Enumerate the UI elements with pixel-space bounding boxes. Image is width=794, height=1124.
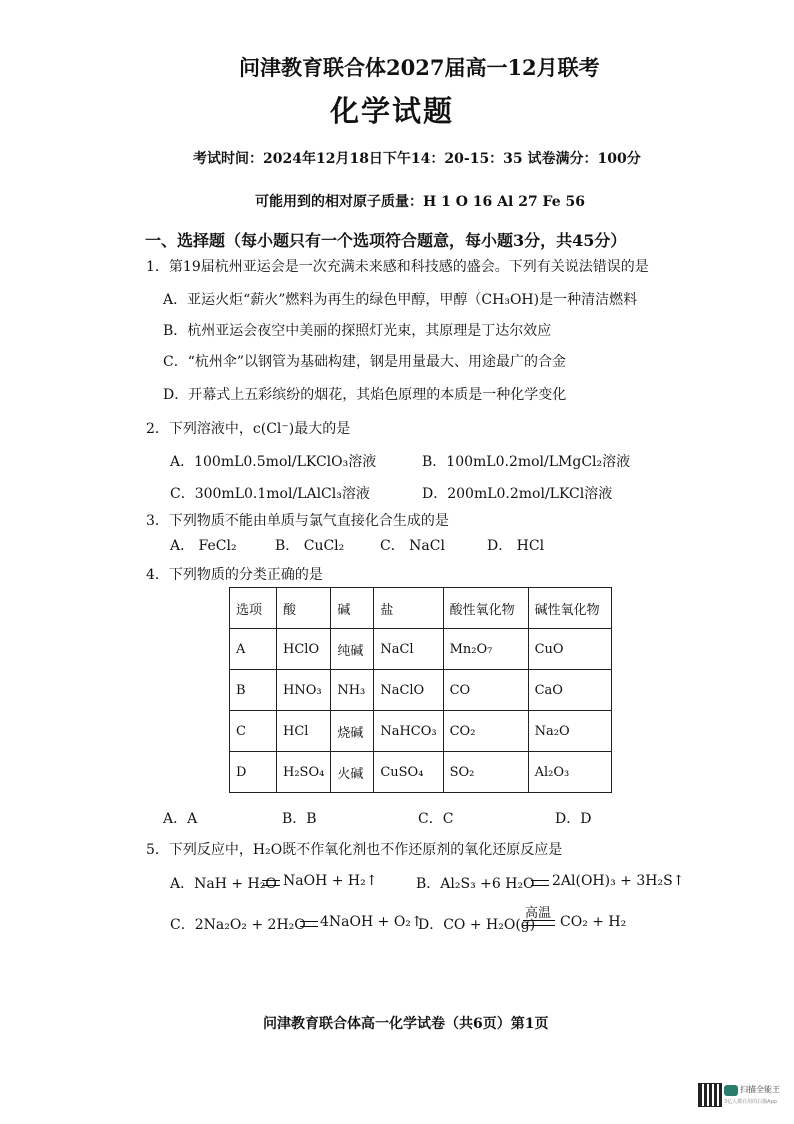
- table-cell: 火碱: [331, 752, 374, 793]
- table-cell: CaO: [528, 670, 611, 711]
- table-cell: CO: [443, 670, 528, 711]
- table-header-cell: 盐: [374, 588, 443, 629]
- table-cell: C: [230, 711, 277, 752]
- table-header-cell: 酸性氧化物: [443, 588, 528, 629]
- scanner-app-name: 扫描全能王: [740, 1085, 780, 1094]
- atomic-mass-line: 可能用到的相对原子质量：H 1 O 16 Al 27 Fe 56: [255, 194, 585, 210]
- q2-option-d: D．200mL0.2mol/LKCl溶液: [422, 486, 613, 502]
- q1-option-d: D．开幕式上五彩缤纷的烟花，其焰色原理的本质是一种化学变化: [163, 387, 567, 403]
- q3-option-c: C． NaCl: [380, 538, 445, 554]
- table-header-cell: 碱: [331, 588, 374, 629]
- reaction-condition: 高温: [525, 906, 552, 921]
- exam-header-title: 问津教育联合体2027届高一12月联考: [239, 55, 600, 80]
- q4-option-a: A．A: [163, 811, 198, 827]
- q4-option-d: D．D: [555, 811, 592, 827]
- table-header-cell: 酸: [277, 588, 331, 629]
- q1-option-c: C．“杭州伞”以钢管为基础构建，钢是用量最大、用途最广的合金: [163, 354, 567, 370]
- table-row: [230, 629, 612, 670]
- table-row: [230, 670, 612, 711]
- equals-sign: [523, 920, 555, 926]
- table-cell: SO₂: [443, 752, 528, 793]
- q5-option-d-left: D．CO + H₂O(g): [418, 917, 536, 933]
- table-row: [230, 711, 612, 752]
- equals-sign: [300, 921, 318, 927]
- section-heading: 一、选择题（每小题只有一个选项符合题意，每小题3分，共45分）: [145, 231, 627, 250]
- q3-option-b: B． CuCl₂: [275, 538, 345, 554]
- qr-code-icon: [698, 1083, 722, 1107]
- table-cell: CO₂: [443, 711, 528, 752]
- q2-option-c: C．300mL0.1mol/LAlCl₃溶液: [170, 486, 370, 502]
- table-cell: CuO: [528, 629, 611, 670]
- table-cell: 烧碱: [331, 711, 374, 752]
- q3-option-a: A． FeCl₂: [170, 538, 237, 554]
- table-header-cell: 碱性氧化物: [528, 588, 611, 629]
- q1-option-a: A．亚运火炬“薪火”燃料为再生的绿色甲醇，甲醇（CH₃OH)是一种清洁燃料: [163, 292, 638, 308]
- table-cell: HCl: [277, 711, 331, 752]
- table-cell: NH₃: [331, 670, 374, 711]
- scanner-logo-icon: [724, 1085, 738, 1096]
- table-cell: NaCl: [374, 629, 443, 670]
- table-cell: Na₂O: [528, 711, 611, 752]
- q3-stem: 3．下列物质不能由单质与氯气直接化合生成的是: [146, 513, 449, 529]
- q4-option-b: B．B: [282, 811, 317, 827]
- equals-sign: [531, 880, 549, 886]
- table-header-row: [230, 588, 612, 629]
- table-cell: 纯碱: [331, 629, 374, 670]
- q2-option-a: A．100mL0.5mol/LKClO₃溶液: [170, 454, 377, 470]
- q4-stem: 4．下列物质的分类正确的是: [146, 567, 323, 583]
- q1-stem: 1．第19届杭州亚运会是一次充满未来感和科技感的盛会。下列有关说法错误的是: [146, 259, 649, 275]
- q5-option-a-left: A．NaH + H₂O: [170, 876, 277, 892]
- table-cell: B: [230, 670, 277, 711]
- table-cell: H₂SO₄: [277, 752, 331, 793]
- q4-option-c: C．C: [418, 811, 454, 827]
- table-cell: HNO₃: [277, 670, 331, 711]
- table-cell: Al₂O₃: [528, 752, 611, 793]
- subject-title: 化学试题: [330, 94, 455, 128]
- table-cell: NaClO: [374, 670, 443, 711]
- table-cell: HClO: [277, 629, 331, 670]
- scanner-app-tagline: 3亿人都在用的扫描App: [724, 1099, 777, 1105]
- page-footer: 问津教育联合体高一化学试卷（共6页）第1页: [263, 1016, 549, 1032]
- q2-option-b: B．100mL0.2mol/LMgCl₂溶液: [422, 454, 631, 470]
- q5-option-c-left: C．2Na₂O₂ + 2H₂O: [170, 917, 306, 933]
- table-cell: CuSO₄: [374, 752, 443, 793]
- q5-stem: 5．下列反应中，H₂O既不作氧化剂也不作还原剂的氧化还原反应是: [146, 842, 563, 858]
- table-header-cell: 选项: [230, 588, 277, 629]
- q3-option-d: D． HCl: [487, 538, 545, 554]
- q5-option-b-right: 2Al(OH)₃ + 3H₂S↑: [552, 873, 685, 889]
- classification-table: [229, 587, 612, 793]
- q5-option-c-right: 4NaOH + O₂↑: [320, 914, 423, 930]
- q5-option-a-right: NaOH + H₂↑: [283, 873, 378, 889]
- table-row: [230, 752, 612, 793]
- q5-option-d-right: CO₂ + H₂: [560, 914, 627, 930]
- q1-option-b: B．杭州亚运会夜空中美丽的探照灯光束，其原理是丁达尔效应: [163, 323, 552, 339]
- table-cell: D: [230, 752, 277, 793]
- table-cell: Mn₂O₇: [443, 629, 528, 670]
- q2-stem: 2．下列溶液中，c(Cl⁻)最大的是: [146, 421, 351, 437]
- exam-info: 考试时间：2024年12月18日下午14：20-15：35 试卷满分：100分: [193, 151, 641, 167]
- table-cell: A: [230, 629, 277, 670]
- equals-sign: [262, 880, 280, 886]
- q5-option-b-left: B．Al₂S₃ +6 H₂O: [416, 876, 535, 892]
- table-cell: NaHCO₃: [374, 711, 443, 752]
